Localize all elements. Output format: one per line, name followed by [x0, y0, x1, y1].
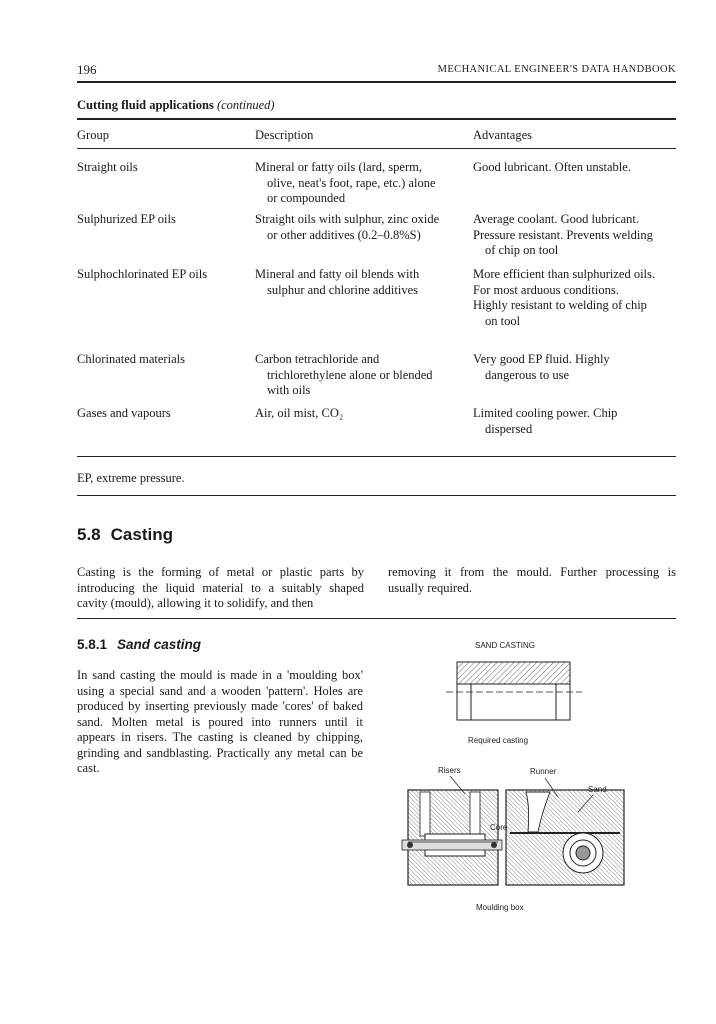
- section-heading: [77, 525, 173, 545]
- advantages-line: More efficient than sulphurized oils.: [473, 267, 656, 281]
- subsection-body: In sand casting the mould is made in a 'moulding box' using a special sand and a wooden 'pattern'. Holes are produced by inserting previously made 'cores' of baked sand. Molten metal is poured into runners until it appears in risers. The casting is cleaned by chipping, grinding and sandblasting. Practically any metal can be cast.: [77, 668, 363, 775]
- advantages-line: dangerous to use: [485, 367, 570, 382]
- table-footnote: EP, extreme pressure.: [77, 471, 185, 485]
- column-header-advantages: Advantages: [473, 128, 533, 142]
- section-number: 5.8: [77, 525, 101, 544]
- advantages-line: Average coolant. Good lubricant.: [473, 212, 640, 226]
- table-caption: [77, 98, 275, 113]
- row-sulphochlorinated-group: Sulphochlorinated EP oils: [77, 267, 208, 281]
- section-title: Casting: [110, 525, 173, 544]
- advantages-line: Highly resistant to welding of chip: [473, 298, 647, 312]
- description-line: Straight oils with sulphur, zinc oxide: [255, 212, 440, 226]
- table-caption-title: Cutting fluid applications: [77, 98, 214, 112]
- moulding-box-left: [402, 790, 502, 885]
- advantages-line: Pressure resistant. Prevents welding: [473, 227, 653, 242]
- caption-required-casting: Required casting: [468, 736, 529, 745]
- running-title: MECHANICAL ENGINEER'S DATA HANDBOOK: [437, 64, 676, 75]
- description-line: trichlorethylene alone or blended: [267, 367, 433, 382]
- row-sulphurized-description: [255, 212, 470, 243]
- row-chlorinated-group: Chlorinated materials: [77, 352, 185, 366]
- description-line: Mineral or fatty oils (lard, sperm,: [255, 160, 422, 174]
- column-header-description: Description: [255, 128, 314, 142]
- table-top-rule: [77, 118, 676, 120]
- row-straight-oils-group: Straight oils: [77, 160, 138, 174]
- row-sulphochlorinated-advantages: [473, 267, 678, 329]
- footnote-rule: [77, 495, 676, 496]
- moulding-box-right: [506, 790, 624, 885]
- row-sulphurized-advantages: [473, 212, 678, 259]
- row-sulphochlorinated-description: [255, 267, 470, 298]
- table-caption-continued: (continued): [216, 98, 275, 112]
- label-runner: Runner: [530, 767, 557, 776]
- description-line: or compounded: [267, 191, 346, 205]
- row-sulphurized-group: Sulphurized EP oils: [77, 212, 176, 226]
- row-chlorinated-advantages: [473, 352, 678, 383]
- advantages-line: of chip on tool: [485, 243, 559, 257]
- column-header-group: Group: [77, 128, 109, 142]
- row-gases-description: [255, 406, 470, 422]
- sand-casting-figure: [380, 632, 676, 922]
- advantages-line: For most arduous conditions.: [473, 282, 619, 297]
- row-gases-advantages: [473, 406, 678, 437]
- label-risers: Risers: [438, 766, 461, 775]
- row-straight-oils-description: [255, 160, 470, 207]
- description-line: with oils: [267, 383, 311, 397]
- row-gases-group: Gases and vapours: [77, 406, 171, 420]
- row-straight-oils-advantages: [473, 160, 678, 176]
- advantages-line: Limited cooling power. Chip: [473, 406, 618, 420]
- subsection-heading: [77, 637, 201, 652]
- description-line: Mineral and fatty oil blends with: [255, 267, 420, 281]
- table-bottom-rule: [77, 456, 676, 457]
- advantages-line: Good lubricant. Often unstable.: [473, 160, 631, 174]
- advantages-line: dispersed: [485, 421, 533, 436]
- description-line: Air, oil mist, CO₂: [255, 406, 344, 420]
- required-casting-drawing: [446, 662, 582, 720]
- section-rule: [77, 618, 676, 619]
- description-line: sulphur and chlorine additives: [267, 282, 419, 297]
- row-chlorinated-description: [255, 352, 470, 399]
- description-line: olive, neat's foot, rape, etc.) alone: [267, 175, 436, 190]
- figure-title: SAND CASTING: [475, 641, 536, 650]
- description-line: Carbon tetrachloride and: [255, 352, 380, 366]
- description-line: or other additives (0.2–0.8%S): [267, 227, 421, 242]
- section-intro-right: removing it from the mould. Further processing is usually required.: [388, 565, 676, 595]
- subsection-number: 5.8.1: [77, 637, 108, 652]
- section-intro-left: Casting is the forming of metal or plastic parts by introducing the liquid material to a suitably shaped cavity (mould), allowing it to solidify, and then: [77, 565, 364, 610]
- advantages-line: Very good EP fluid. Highly: [473, 352, 610, 366]
- caption-moulding-box: Moulding box: [476, 903, 524, 912]
- advantages-line: on tool: [485, 313, 521, 328]
- label-core: Core: [490, 823, 508, 832]
- table-header-rule: [77, 148, 676, 149]
- subsection-title: Sand casting: [117, 637, 202, 652]
- page-number: 196: [77, 62, 97, 77]
- header-rule: [77, 81, 676, 83]
